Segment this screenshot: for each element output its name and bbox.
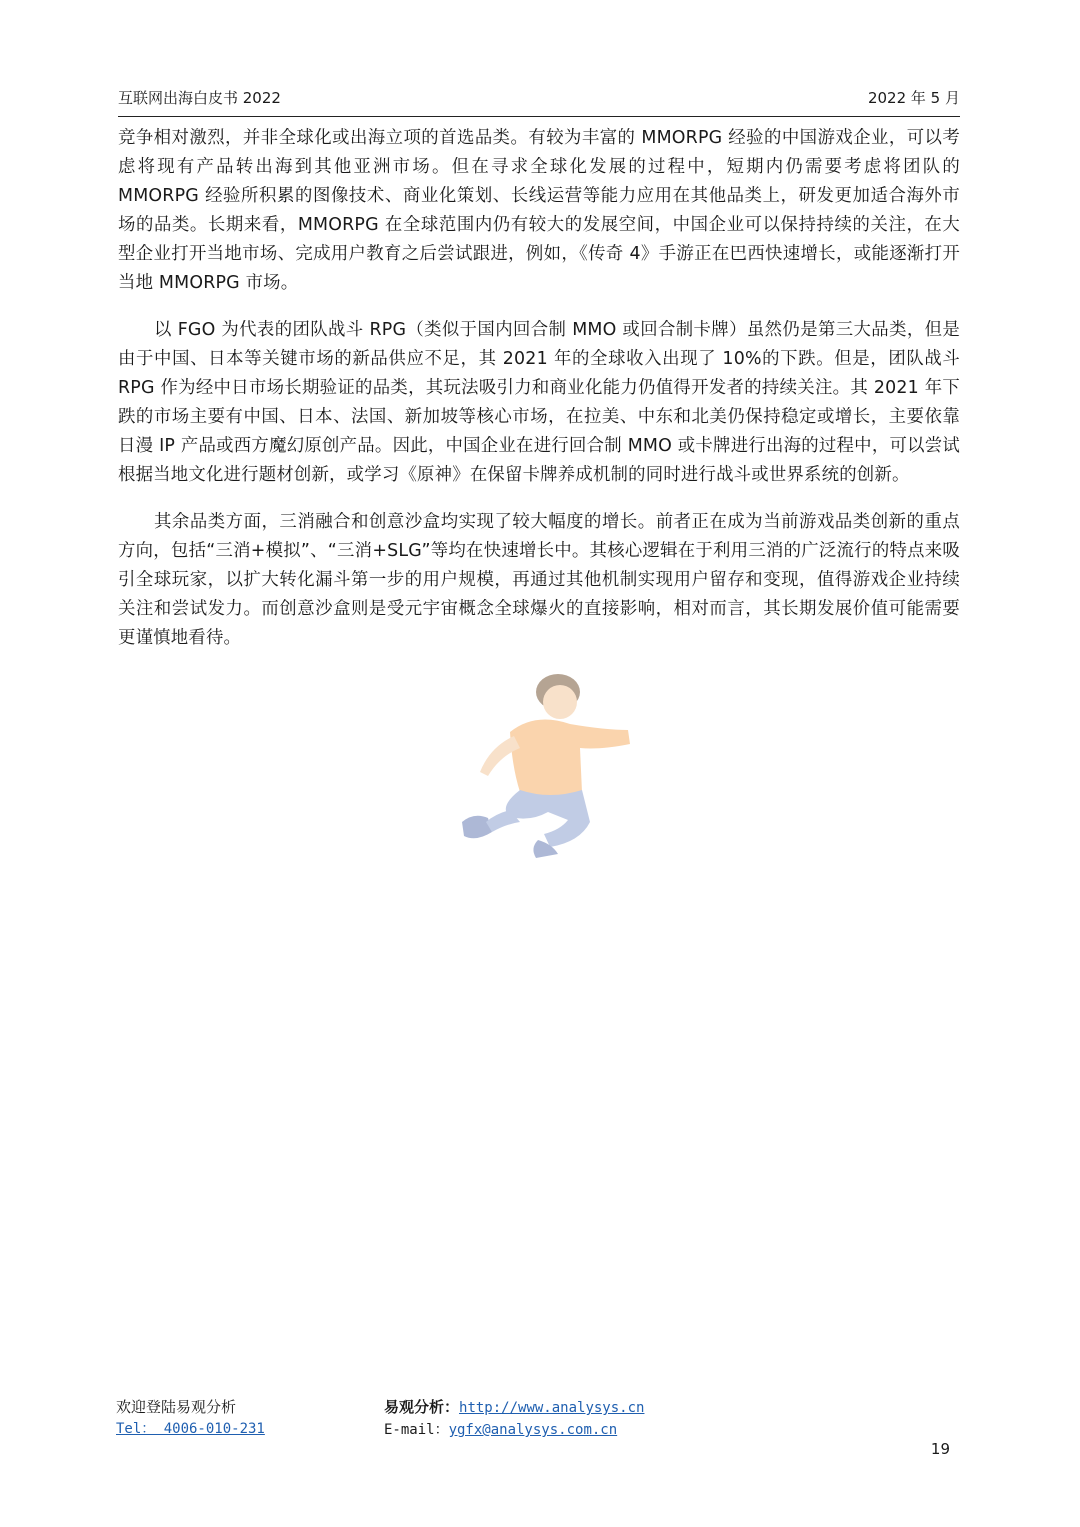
footer-tel-link[interactable]: Tel： 4006-010-231 (116, 1421, 265, 1437)
document-date: 2022 年 5 月 (867, 89, 960, 107)
footer-email-link[interactable]: ygfx@analysys.com.cn (448, 1422, 618, 1438)
paragraph-other-categories: 其余品类方面，三消融合和创意沙盒均实现了较大幅度的增长。前者正在成为当前游戏品类创新的重点方向，包括“三消+模拟”、“三消+SLG”等均在快速增长中。其核心逻辑在于利用三消的广泛流行的特点来吸引全球玩家，以扩大转化漏斗第一步的用户规模，再通过其他机制实现用户留存和变现，值得游戏企业持续关注和尝试发力。而创意沙盒则是受元宇宙概念全球爆火的直接影响，相对而言，其长期发展价值可能需要更谨慎地看待。 (118, 512, 960, 648)
document-title: 互联网出海白皮书 2022 (118, 89, 281, 107)
running-person-watermark-icon (440, 672, 640, 862)
paragraph-team-rpg: 以 FGO 为代表的团队战斗 RPG（类似于国内回合制 MMO 或回合制卡牌）虽然仍是第三大品类，但是由于中国、日本等关键市场的新品供应不足，其 2021 年的全球收入出现了 10%的下跌。但是，团队战斗 RPG 作为经中日市场长期验证的品类，其玩法吸引力和商业化能力仍值得开发者的持续关注。其 2021 年下跌的市场主要有中国、日本、法国、新加坡等核心市场，在拉美、中东和北美仍保持稳定或增长，主要依靠日漫 IP 产品或西方魔幻原创产品。因此，中国企业在进行回合制 MMO 或卡牌进行出海的过程中，可以尝试根据当地文化进行题材创新，或学习《原神》在保留卡牌养成机制的同时进行战斗或世界系统的创新。 (118, 320, 960, 485)
paragraph-mmorpg: 竞争相对激烈，并非全球化或出海立项的首选品类。有较为丰富的 MMORPG 经验的中国游戏企业，可以考虑将现有产品转出海到其他亚洲市场。但在寻求全球化发展的过程中，短期内仍需要考虑将团队的 MMORPG 经验所积累的图像技术、商业化策划、长线运营等能力应用在其他品类上，研发更加适合海外市场的品类。长期来看，MMORPG 在全球范围内仍有较大的发展空间，中国企业可以保持持续的关注，在大型企业打开当地市场、完成用户教育之后尝试跟进，例如，《传奇 4》手游正在巴西快速增长，或能逐渐打开当地 MMORPG 市场。 (118, 128, 960, 293)
footer-site-label: 易观分析： (384, 1398, 460, 1416)
footer-left (116, 1396, 265, 1440)
page-header (118, 88, 960, 117)
page-footer (116, 1396, 966, 1466)
footer-site-link[interactable]: http://www.analysys.cn (459, 1400, 645, 1416)
main-content (118, 124, 960, 671)
footer-email-label: E-mail： (384, 1422, 449, 1438)
footer-right (384, 1396, 644, 1440)
footer-welcome: 欢迎登陆易观分析 (116, 1398, 237, 1416)
page-number: 19 (930, 1440, 950, 1458)
